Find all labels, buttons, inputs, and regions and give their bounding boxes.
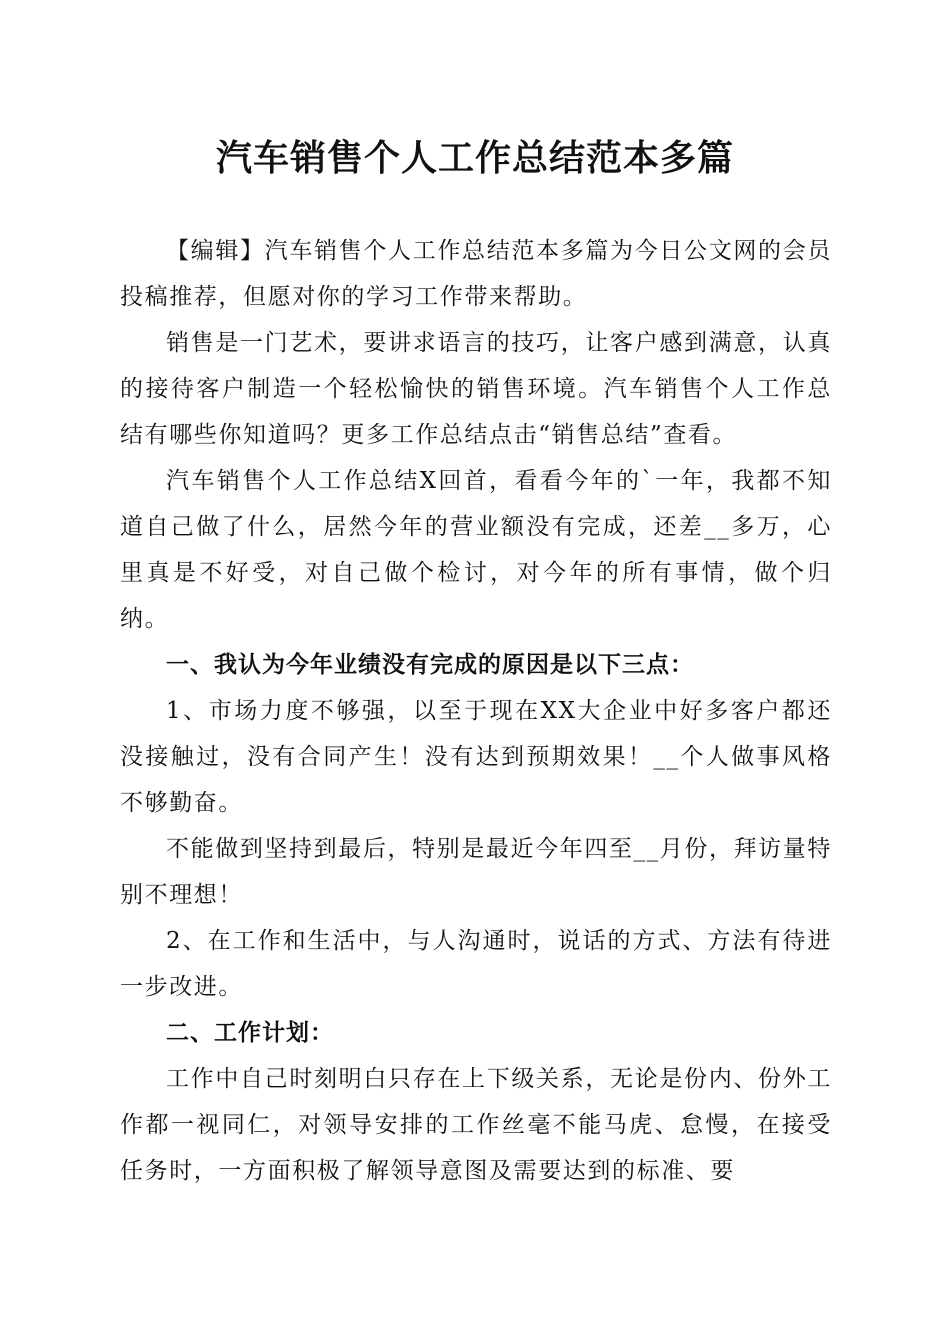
persistence-paragraph: 不能做到坚持到最后，特别是最近今年四至__月份，拜访量特别不理想！	[120, 836, 832, 908]
section-heading-reasons: 一、我认为今年业绩没有完成的原因是以下三点：	[166, 652, 694, 678]
plan-paragraph: 工作中自己时刻明白只存在上下级关系，无论是份内、份外工作都一视同仁，对领导安排的工作丝毫不能马虎、怠慢，在接受任务时，一方面积极了解领导意图及需要达到的标准、要	[120, 1066, 832, 1184]
review-paragraph: 汽车销售个人工作总结X回首，看看今年的`一年，我都不知道自己做了什么，居然今年的营业额没有完成，还差__多万，心里真是不好受，对自己做个检讨，对今年的所有事情，做个归纳。	[120, 468, 832, 632]
reason-2-paragraph: 2、在工作和生活中，与人沟通时，说话的方式、方法有待进一步改进。	[120, 928, 832, 1000]
document-body	[120, 228, 832, 1194]
section-heading-plan: 二、工作计划：	[166, 1020, 334, 1046]
reason-1-paragraph: 1、市场力度不够强，以至于现在XX大企业中好多客户都还没接触过，没有合同产生！没有达到预期效果！__个人做事风格不够勤奋。	[120, 698, 832, 816]
intro-paragraph: 【编辑】汽车销售个人工作总结范本多篇为今日公文网的会员投稿推荐，但愿对你的学习工作带来帮助。	[120, 238, 832, 310]
sales-art-paragraph: 销售是一门艺术，要讲求语言的技巧，让客户感到满意，认真的接待客户制造一个轻松愉快的销售环境。汽车销售个人工作总结有哪些你知道吗？更多工作总结点击“销售总结”查看。	[120, 330, 832, 448]
document-title: 汽车销售个人工作总结范本多篇	[215, 137, 734, 179]
